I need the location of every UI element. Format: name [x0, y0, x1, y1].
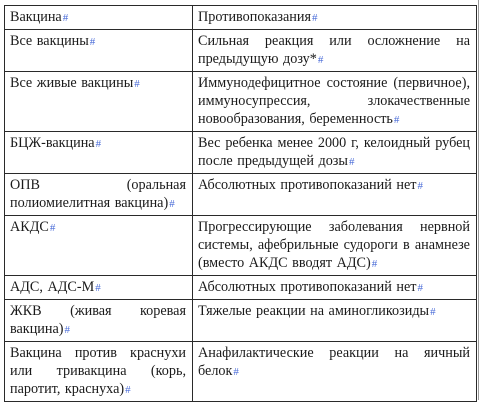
vaccine-name: ОПВ (оральная полиомиелитная вакцина): [10, 177, 186, 211]
vaccine-name: Вакцина против краснухи или тривакцина (корь, паротит, краснуха): [10, 345, 186, 397]
table-row: [5, 216, 477, 276]
paragraph-mark-icon: #: [317, 54, 324, 66]
paragraph-mark-icon: #: [95, 282, 101, 294]
table-row: [5, 132, 477, 174]
contraindication-text: Абсолютных противопоказаний нет: [198, 177, 417, 193]
contraindication-cell[interactable]: [193, 216, 477, 276]
vaccine-cell[interactable]: [5, 342, 193, 402]
header-cell-contraindications[interactable]: [193, 6, 477, 30]
contraindication-text: Иммунодефицитное состояние (первичное), иммуносупрессия, злокачественные новообразования, беременность: [198, 75, 470, 127]
paragraph-mark-icon: #: [393, 114, 400, 126]
paragraph-mark-icon: #: [348, 156, 355, 168]
vaccine-name: БЦЖ-вакцина: [10, 135, 95, 151]
paragraph-mark-icon: #: [62, 12, 69, 24]
vaccine-cell[interactable]: [5, 30, 193, 72]
table-header-row: [5, 6, 477, 30]
table-row: [5, 276, 477, 300]
header-contraindications-label: Противопоказания: [198, 9, 312, 25]
contraindication-text: Сильная реакция или осложнение на предыдущую дозу*: [198, 33, 470, 67]
vaccine-cell[interactable]: [5, 72, 193, 132]
table-row: [5, 300, 477, 342]
contraindications-table: [4, 5, 477, 402]
header-vaccine-label: Вакцина: [10, 9, 62, 25]
table-row: [5, 30, 477, 72]
paragraph-mark-icon: #: [417, 282, 423, 294]
contraindication-text: Прогрессирующие заболевания нервной системы, афебрильные судороги в анамнезе (вместо АКДС вводят АДС): [198, 219, 470, 271]
paragraph-mark-icon: #: [64, 324, 71, 336]
contraindication-text: Тяжелые реакции на аминогликозиды: [198, 303, 430, 319]
vaccine-name: ЖКВ (живая коревая вакцина): [10, 303, 186, 337]
vaccine-cell[interactable]: [5, 276, 193, 300]
paragraph-mark-icon: #: [95, 138, 102, 150]
contraindication-text: Анафилактические реакции на яичный белок: [198, 345, 470, 379]
vaccine-name: АДС, АДС-М: [10, 279, 95, 295]
contraindication-cell[interactable]: [193, 132, 477, 174]
paragraph-mark-icon: #: [312, 12, 318, 24]
contraindication-cell[interactable]: [193, 174, 477, 216]
header-cell-vaccine[interactable]: [5, 6, 193, 30]
vaccine-cell[interactable]: [5, 132, 193, 174]
paragraph-mark-icon: #: [125, 384, 131, 396]
paragraph-mark-icon: #: [134, 78, 140, 90]
contraindication-cell[interactable]: [193, 276, 477, 300]
table-row: [5, 174, 477, 216]
contraindication-cell[interactable]: [193, 342, 477, 402]
vaccine-cell[interactable]: [5, 216, 193, 276]
paragraph-mark-icon: #: [430, 306, 436, 318]
vaccine-cell[interactable]: [5, 174, 193, 216]
vaccine-cell[interactable]: [5, 300, 193, 342]
paragraph-mark-icon: #: [89, 36, 96, 48]
vaccine-name: Все вакцины: [10, 33, 89, 49]
table-row: [5, 342, 477, 402]
contraindication-cell[interactable]: [193, 72, 477, 132]
vaccine-name: Все живые вакцины: [10, 75, 134, 91]
table-row: [5, 72, 477, 132]
paragraph-mark-icon: #: [169, 198, 175, 210]
contraindication-text: Абсолютных противопоказаний нет: [198, 279, 417, 295]
paragraph-mark-icon: #: [49, 222, 56, 234]
contraindication-text: Вес ребенка менее 2000 г, келоидный рубец после предыдущей дозы: [198, 135, 470, 169]
paragraph-mark-icon: #: [371, 258, 378, 270]
paragraph-mark-icon: #: [417, 180, 423, 192]
contraindication-cell[interactable]: [193, 30, 477, 72]
vaccine-name: АКДС: [10, 219, 49, 235]
contraindication-cell[interactable]: [193, 300, 477, 342]
paragraph-mark-icon: #: [233, 366, 239, 378]
